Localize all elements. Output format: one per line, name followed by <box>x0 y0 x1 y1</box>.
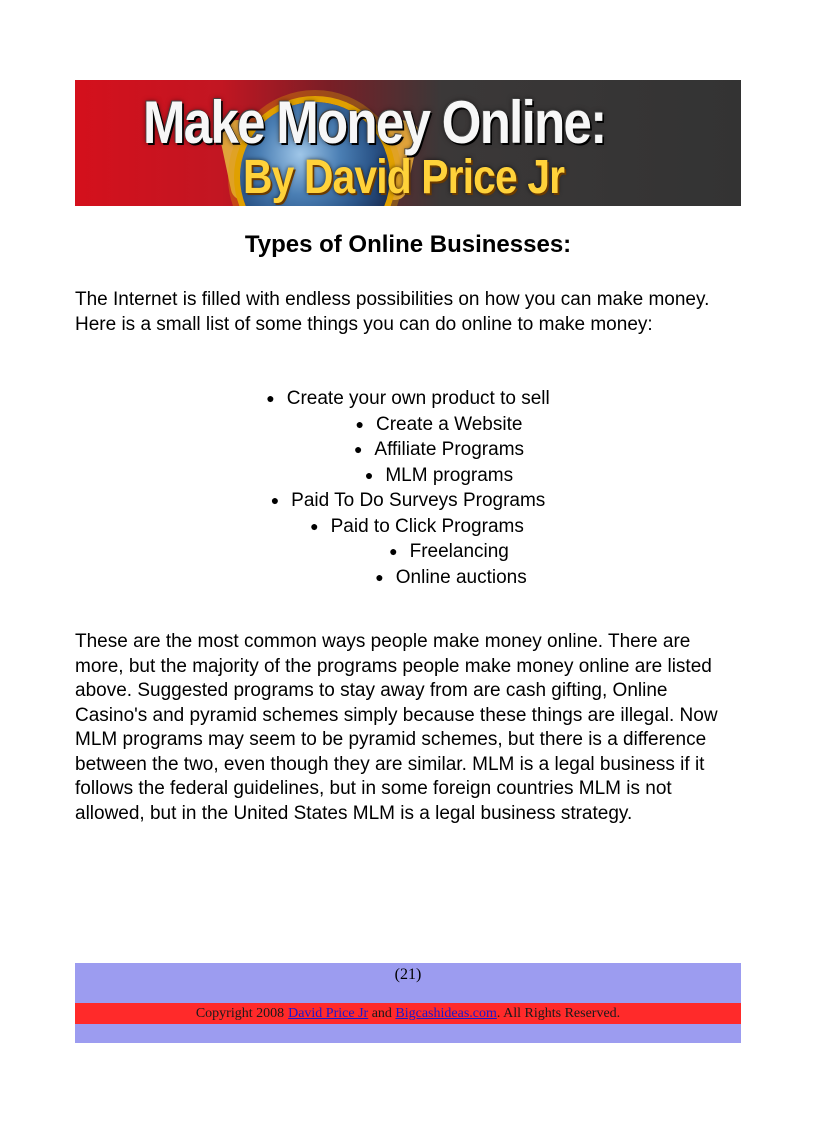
list-item: ● Online auctions <box>375 566 527 588</box>
list-item: ● Create your own product to sell <box>266 388 550 409</box>
business-types-list <box>75 386 741 590</box>
list-item: ● Affiliate Programs <box>353 439 525 460</box>
header-banner <box>75 80 741 206</box>
intro-paragraph: The Internet is filled with endless possibilities on how you can make money. Here is a small list of some things you can do online to make money: <box>75 289 710 335</box>
body-paragraph: These are the most common ways people make money online. There are more, but the majority of the programs people make money online are listed above. Suggested programs to stay away from are cash gifting, Online Casino's and pyramid schemes simply because these things are illegal. Now MLM programs may seem to be pyramid schemes, but there is a difference between the two, even though they are similar. MLM is a legal business if it follows the federal guidelines, but in some foreign countries MLM is not allowed, but in the United States MLM is a legal business strategy. <box>75 631 718 824</box>
bullet-icon: ● <box>270 492 280 508</box>
bullet-icon: ● <box>353 441 363 457</box>
bullet-icon: ● <box>266 390 275 406</box>
bullet-icon: ● <box>310 517 319 534</box>
banner-title: Make Money Online: <box>143 89 606 156</box>
bullet-icon: ● <box>364 466 374 483</box>
copyright-and: and <box>371 1006 392 1021</box>
page-number: (21) <box>394 966 422 983</box>
author-link[interactable]: David Price Jr <box>288 1006 369 1021</box>
bullet-icon: ● <box>389 543 398 559</box>
bullet-icon: ● <box>375 568 384 585</box>
list-item: ● Freelancing <box>389 541 509 562</box>
page-title: Types of Online Businesses: <box>244 231 572 258</box>
list-item: ● MLM programs <box>364 464 514 486</box>
copyright-suffix: . All Rights Reserved. <box>496 1006 621 1021</box>
list-item: ● Create a Website <box>355 413 523 435</box>
site-link[interactable]: Bigcashideas.com <box>395 1006 497 1021</box>
list-item: ● Paid to Click Programs <box>310 515 524 537</box>
copyright-prefix: Copyright 2008 <box>195 1006 285 1021</box>
list-item: ● Paid To Do Surveys Programs <box>270 490 546 511</box>
bullet-icon: ● <box>355 415 364 432</box>
copyright-bar <box>75 1003 741 1024</box>
banner-author: By David Price Jr <box>243 151 565 204</box>
page-footer <box>75 963 741 1043</box>
